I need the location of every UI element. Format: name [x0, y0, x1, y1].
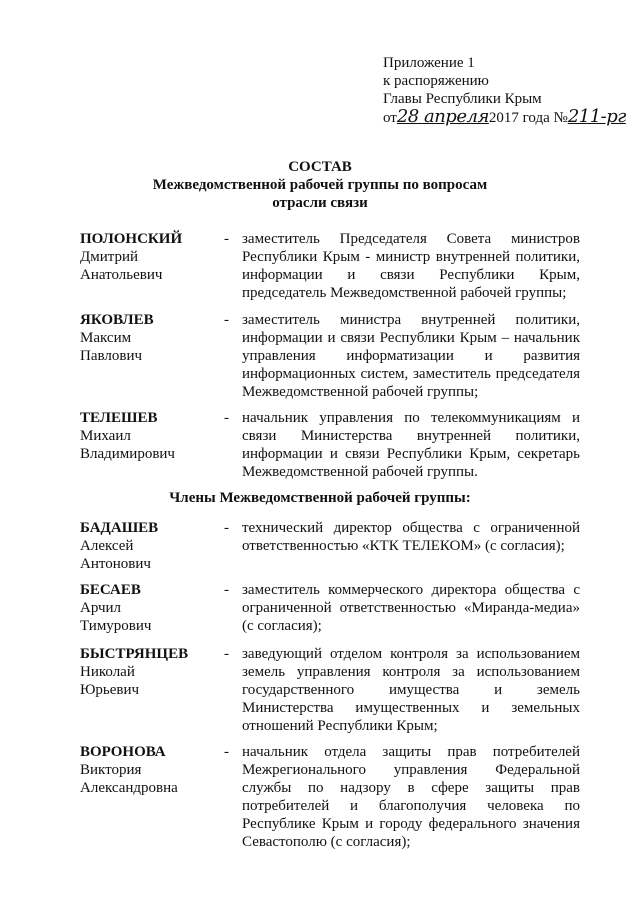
title-heading: СОСТАВ — [288, 159, 352, 175]
handwritten-date: 28 апреля — [396, 106, 489, 127]
person-first-name: Арчил — [80, 600, 122, 616]
person-name — [80, 645, 220, 699]
person-surname: ЯКОВЛЕВ — [80, 312, 154, 328]
person-name — [80, 743, 220, 797]
person-surname: ВОРОНОВА — [80, 744, 166, 760]
dash-separator: - — [224, 312, 229, 328]
person-duty: заведующий отделом контроля за использованием земель управления контроля за использованием государственного имущества и земель Министерства имущественных и земельных отношений Республики Крым; — [242, 646, 580, 734]
person-first-name: Дмитрий — [80, 249, 139, 265]
person-patronymic: Анатольевич — [80, 267, 163, 283]
person-surname: ПОЛОНСКИЙ — [80, 231, 183, 247]
document-title — [0, 158, 640, 212]
person-name — [80, 230, 220, 284]
person-duty: технический директор общества с ограниченной ответственностью «КТК ТЕЛЕКОМ» (с согласия); — [242, 520, 580, 554]
person-first-name: Максим — [80, 330, 132, 346]
person-name — [80, 581, 220, 635]
person-duty: начальник управления по телекоммуникациям и связи Министерства внутренней политики, информации и связи Республики Крым, секретарь Межведомственной рабочей группы. — [242, 410, 580, 480]
title-line-2: отрасли связи — [272, 195, 368, 211]
person-patronymic: Владимирович — [80, 446, 175, 462]
person-patronymic: Александровна — [80, 780, 178, 796]
dash-separator: - — [224, 520, 229, 536]
dash-separator: - — [224, 231, 229, 247]
person-first-name: Алексей — [80, 538, 134, 554]
person-surname: БЕСАЕВ — [80, 582, 141, 598]
person-first-name: Михаил — [80, 428, 131, 444]
appendix-block — [383, 54, 626, 127]
dash-separator: - — [224, 646, 229, 662]
person-duty: начальник отдела защиты прав потребителей Межрегионального управления Федеральной службы по надзору в сфере защиты прав потребителей и благополучия человека по Республике Крым и городу федерального значения Севастополю (с согласия); — [242, 744, 580, 850]
dash-separator: - — [224, 410, 229, 426]
appendix-date-line — [383, 106, 626, 127]
person-surname: ТЕЛЕШЕВ — [80, 410, 158, 426]
appendix-line-1: Приложение 1 — [383, 55, 475, 71]
person-duty: заместитель министра внутренней политики, информации и связи Республики Крым – начальник управления информатизации и развития информационных систем, заместитель председателя Межведомственной рабочей группы; — [242, 312, 580, 400]
person-first-name: Николай — [80, 664, 135, 680]
title-line-1: Межведомственной рабочей группы по вопросам — [152, 177, 488, 193]
dash-separator: - — [224, 582, 229, 598]
person-patronymic: Антонович — [80, 556, 151, 572]
person-surname: БАДАШЕВ — [80, 520, 159, 536]
handwritten-number: 211-рг — [567, 106, 626, 127]
person-first-name: Виктория — [80, 762, 142, 778]
person-surname: БЫСТРЯНЦЕВ — [80, 646, 189, 662]
person-name — [80, 519, 220, 573]
person-patronymic: Тимурович — [80, 618, 152, 634]
person-patronymic: Павлович — [80, 348, 143, 364]
appendix-line-2: к распоряжению — [383, 73, 489, 89]
person-name — [80, 409, 220, 463]
year-text: 2017 года № — [488, 110, 568, 126]
person-duty: заместитель коммерческого директора общества с ограниченной ответственностью «Миранда-медиа» (с согласия); — [242, 582, 580, 634]
dash-separator: - — [224, 744, 229, 760]
appendix-line-3: Главы Республики Крым — [383, 91, 542, 107]
person-duty: заместитель Председателя Совета министров Республики Крым - министр внутренней политики, информации и связи Республики Крым, председатель Межведомственной рабочей группы; — [242, 231, 580, 301]
date-prefix: от — [383, 110, 397, 126]
person-patronymic: Юрьевич — [80, 682, 140, 698]
person-name — [80, 311, 220, 365]
members-heading: Члены Межведомственной рабочей группы: — [169, 490, 471, 506]
